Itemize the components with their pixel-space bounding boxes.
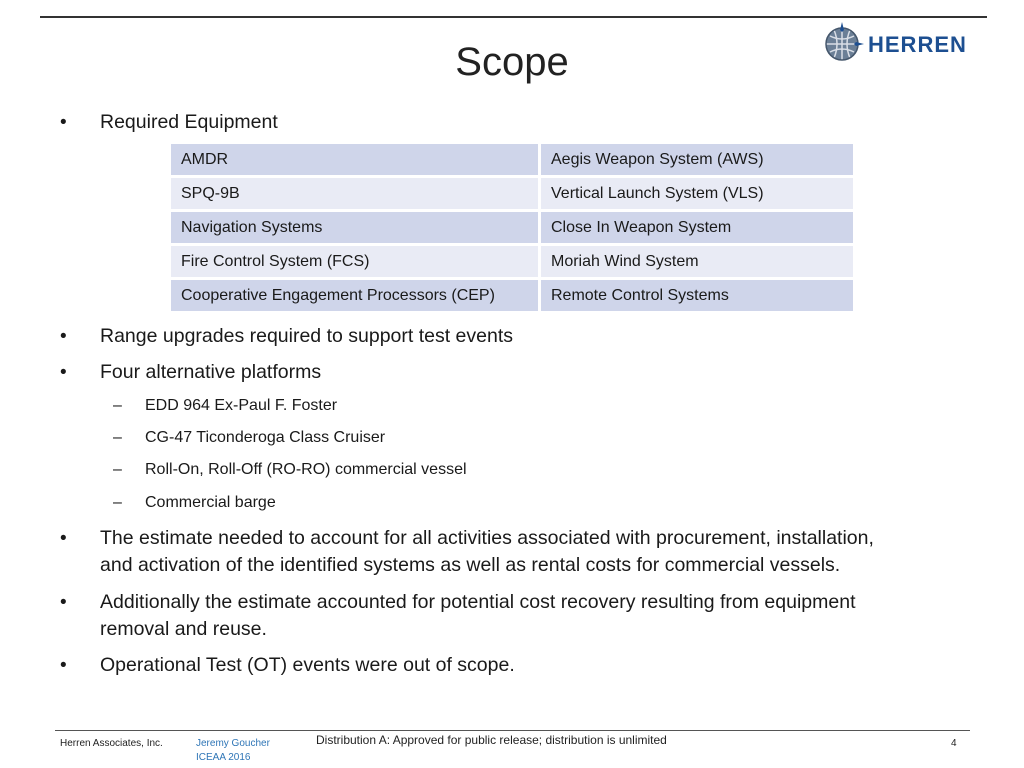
footer-event: ICEAA 2016: [196, 752, 251, 763]
bullet-alternative-platforms: Four alternative platforms: [100, 361, 322, 383]
table-row: [171, 144, 853, 178]
bullet-glyph: •: [60, 362, 67, 383]
top-divider: [40, 16, 987, 18]
bullet-range-upgrades: Range upgrades required to support test events: [100, 325, 514, 347]
platform-item: Roll-On, Roll-Off (RO-RO) commercial vessel: [145, 461, 467, 478]
table-cell: AMDR: [171, 144, 541, 178]
footer-author: Jeremy Goucher: [196, 738, 270, 749]
herren-logo: [820, 22, 990, 68]
footer-divider: [55, 730, 970, 731]
bullet-estimate-line1: The estimate needed to account for all activities associated with procurement, installation,: [100, 527, 874, 549]
table-cell: Remote Control Systems: [541, 280, 853, 314]
bullet-required-equipment: Required Equipment: [100, 111, 278, 133]
table-cell: Moriah Wind System: [541, 246, 853, 280]
table-cell: Aegis Weapon System (AWS): [541, 144, 853, 178]
page-number: 4: [951, 738, 957, 749]
table-cell: SPQ-9B: [171, 178, 541, 212]
bullet-glyph: •: [60, 655, 67, 676]
table-cell: Vertical Launch System (VLS): [541, 178, 853, 212]
table-row: [171, 212, 853, 246]
bullet-cost-recovery-line2: removal and reuse.: [100, 618, 267, 640]
bullet-estimate-line2: and activation of the identified systems as well as rental costs for commercial vessels.: [100, 554, 841, 576]
table-cell: Cooperative Engagement Processors (CEP): [171, 280, 541, 314]
platform-item: CG-47 Ticonderoga Class Cruiser: [145, 429, 386, 446]
dash-glyph: –: [113, 494, 122, 511]
bullet-glyph: •: [60, 326, 67, 347]
platform-item: Commercial barge: [145, 494, 276, 511]
bullet-glyph: •: [60, 528, 67, 549]
logo-wordmark: HERREN: [868, 32, 967, 57]
footer-distribution: Distribution A: Approved for public release; distribution is unlimited: [316, 733, 667, 747]
bullet-glyph: •: [60, 592, 67, 613]
table-row: [171, 280, 853, 314]
table-row: [171, 178, 853, 212]
globe-icon: [820, 22, 864, 66]
bullet-glyph: •: [60, 112, 67, 133]
bullet-ot-events: Operational Test (OT) events were out of scope.: [100, 654, 515, 676]
table-cell: Navigation Systems: [171, 212, 541, 246]
bullet-cost-recovery-line1: Additionally the estimate accounted for potential cost recovery resulting from equipment: [100, 591, 856, 613]
equipment-table: [171, 144, 853, 314]
slide-title: Scope: [455, 40, 569, 84]
dash-glyph: –: [113, 461, 122, 478]
table-row: [171, 246, 853, 280]
platform-item: EDD 964 Ex-Paul F. Foster: [145, 397, 338, 414]
dash-glyph: –: [113, 397, 122, 414]
dash-glyph: –: [113, 429, 122, 446]
table-cell: Close In Weapon System: [541, 212, 853, 246]
footer-company: Herren Associates, Inc.: [60, 738, 163, 749]
table-cell: Fire Control System (FCS): [171, 246, 541, 280]
